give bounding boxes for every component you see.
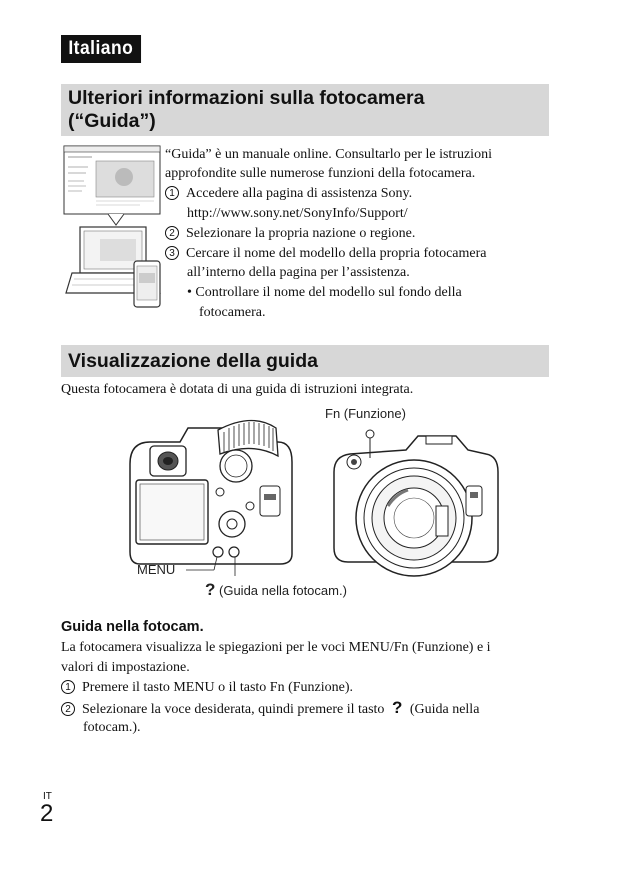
- body-line-1: La fotocamera visualizza le spiegazioni per le voci MENU/Fn (Funzione) e i: [61, 640, 491, 655]
- body-line-2: valori di impostazione.: [61, 660, 190, 675]
- step-b-number-1: 1: [61, 680, 75, 694]
- intro-line-2: approfondite sulle numerose funzioni della fotocamera.: [165, 166, 476, 181]
- help-guide-illustration: [60, 143, 164, 313]
- step-number-2: 2: [165, 226, 179, 240]
- step-1: 1 Accedere alla pagina di assistenza Sony.: [165, 184, 412, 204]
- step-b-2: 2 Selezionare la voce desiderata, quindi premere il tasto ? (Guida nella: [61, 698, 479, 720]
- question-icon: ?: [205, 580, 216, 599]
- camera-rear-illustration: [120, 414, 300, 576]
- heading-line-1: Ulteriori informazioni sulla fotocamera: [68, 87, 425, 109]
- step-number-1: 1: [165, 186, 179, 200]
- question-icon-inline: ?: [391, 698, 403, 717]
- language-tab: Italiano: [61, 35, 141, 63]
- step-3-cont: all’interno della pagina per l’assistenza.: [187, 265, 410, 280]
- section-heading-guida: [61, 84, 549, 136]
- subheading-guida: Guida nella fotocam.: [61, 619, 204, 635]
- note-bullet: • Controllare il nome del modello sul fondo della: [187, 285, 462, 300]
- intro-line-1: “Guida” è un manuale online. Consultarlo per le istruzioni: [165, 147, 492, 162]
- guide-button-label: ? (Guida nella fotocam.): [205, 580, 347, 599]
- section-heading-visualizzazione: Visualizzazione della guida: [61, 345, 549, 377]
- camera-front-illustration: [326, 420, 502, 580]
- step-b-2-cont: fotocam.).: [83, 720, 141, 735]
- step-b-1: 1 Premere il tasto MENU o il tasto Fn (Funzione).: [61, 678, 353, 698]
- step-b-number-2: 2: [61, 702, 75, 716]
- menu-label: MENU: [137, 562, 176, 577]
- section2-intro: Questa fotocamera è dotata di una guida di istruzioni integrata.: [61, 382, 414, 397]
- support-url[interactable]: http://www.sony.net/SonyInfo/Support/: [187, 206, 408, 221]
- fn-label: Fn (Funzione): [325, 406, 406, 421]
- step-number-3: 3: [165, 246, 179, 260]
- note-bullet-cont: fotocamera.: [199, 305, 266, 320]
- step-2: 2 Selezionare la propria nazione o regione.: [165, 224, 415, 244]
- lang-code: IT: [43, 791, 52, 802]
- heading-line-2: (“Guida”): [68, 110, 156, 132]
- page-number: 2: [40, 800, 54, 827]
- step-3: 3 Cercare il nome del modello della propria fotocamera: [165, 244, 486, 264]
